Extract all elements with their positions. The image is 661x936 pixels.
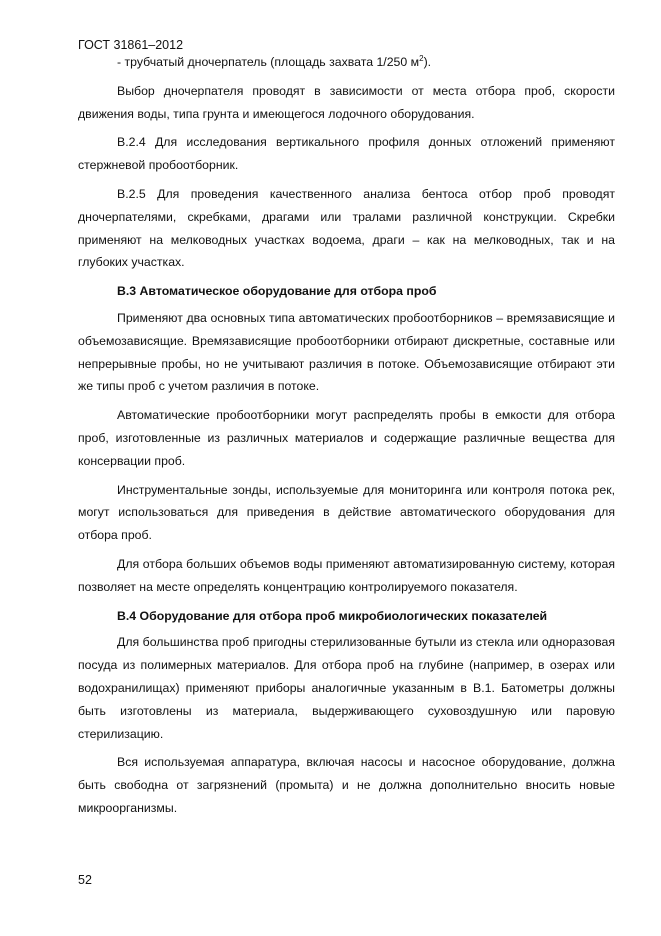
paragraph-large-volumes: Для отбора больших объемов воды применяют автоматизированную систему, которая позволяет на месте определять концентрацию контролируемого показателя. (78, 556, 615, 594)
section-heading-b4: В.4 Оборудование для отбора проб микробиологических показателей (117, 608, 548, 623)
paragraph-b25: В.2.5 Для проведения качественного анализа бентоса отбор проб проводят дночерпателями, скребками, драгами или тралами различной конструкции. Скребки применяют на мелководных участках водоема, драги – как на мелководных, так и на глубоких участках. (78, 186, 615, 270)
paragraph-instrument-probes: Инструментальные зонды, используемые для мониторинга или контроля потока рек, могут использоваться для приведения в действие автоматического оборудования для отбора проб. (78, 482, 615, 543)
paragraph-dredge-tubular (78, 51, 615, 74)
document-code: ГОСТ 31861–2012 (78, 38, 184, 52)
paragraph-b24: В.2.4 Для исследования вертикального профиля донных отложений применяют стержневой пробоотборник. (78, 135, 615, 173)
paragraph-dredge-choice: Выбор дночерпателя проводят в зависимости от места отбора проб, скорости движения воды, типа грунта и имеющегося лодочного оборудования. (78, 83, 615, 121)
paragraph-equipment-clean: Вся используемая аппаратура, включая насосы и насосное оборудование, должна быть свободна от загрязнений (промыта) и не должна дополнительно вносить новые микроорганизмы. (78, 755, 615, 815)
page-number: 52 (78, 873, 92, 887)
paragraph-sterile-bottles: Для большинства проб пригодны стерилизованные бутыли из стекла или одноразовая посуда из полимерных материалов. Для отбора проб на глубине (например, в озерах или водохранилищах) применяют приборы аналогичные указанным в В.1. Батометры должны быть изготовлены из материала, выдерживающего суховоздушную или паровую стерилизацию. (78, 635, 615, 741)
paragraph-sampler-types: Применяют два основных типа автоматических пробоотборников – времязависящие и объемозависящие. Времязависящие пробоотборники отбирают дискретные, составные или непрерывные пробы, но не учитывают различия в потоке. Объемозависящие отбирают эти же типы проб с учетом различия в потоке. (78, 310, 615, 394)
section-heading-b3: В.3 Автоматическое оборудование для отбора проб (117, 284, 437, 299)
paragraph-dredge-end: ). (423, 55, 432, 69)
paragraph-sampler-distribution: Автоматические пробоотборники могут распределять пробы в емкости для отбора проб, изготовленные из различных материалов и содержащие различные вещества для консервации проб. (78, 408, 615, 468)
superscript-2: 2 (419, 53, 424, 63)
paragraph-dredge-text: - трубчатый дночерпатель (площадь захвата 1/250 м (117, 55, 420, 69)
document-body (78, 51, 615, 826)
